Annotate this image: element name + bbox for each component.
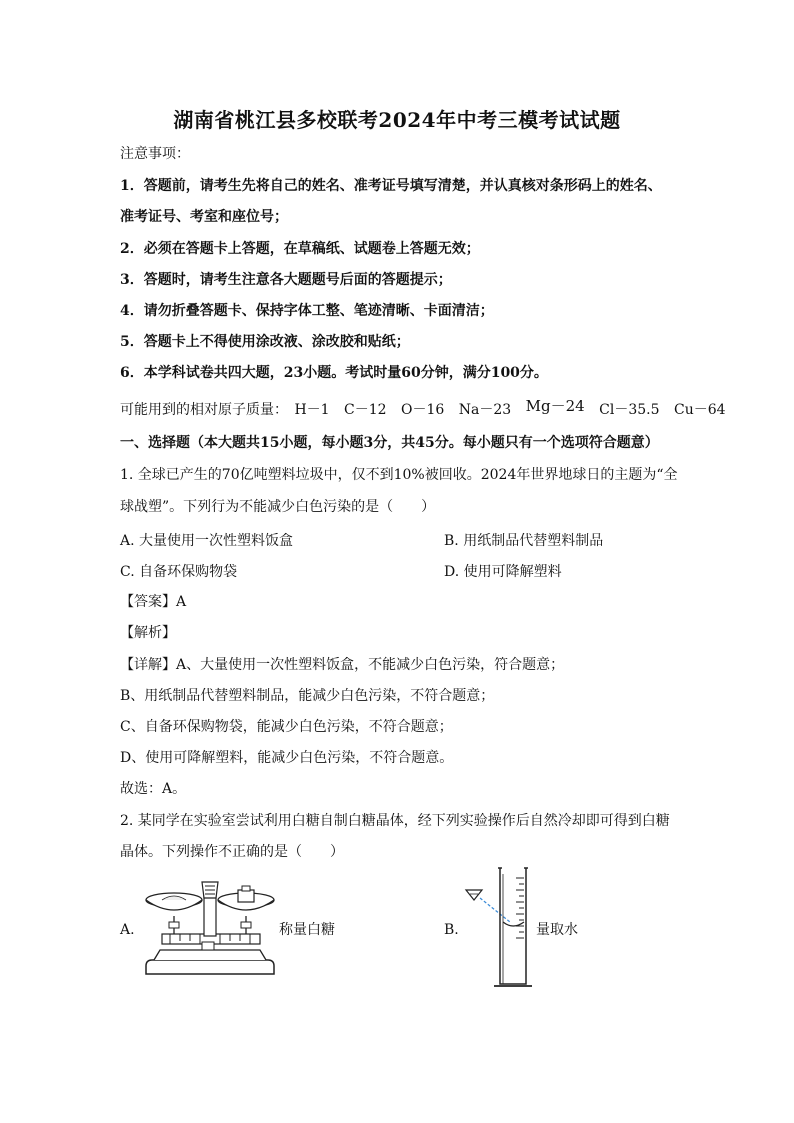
q1-option-a: A. 大量使用一次性塑料饭盒: [120, 533, 294, 549]
q1-answer: 【答案】A: [120, 594, 187, 610]
q2-option-a-caption: 称量白糖: [279, 922, 335, 938]
q1-option-b: B. 用纸制品代替塑料制品: [444, 533, 604, 549]
page-title: 湖南省桃江县多校联考2024年中考三模考试试题: [173, 108, 621, 132]
eye-icon: [466, 890, 482, 900]
notice-item-6: 6．本学科试卷共四大题，23小题。考试时量60分钟，满分100分。: [120, 365, 548, 381]
notice-item-3: 3．答题时，请考生注意各大题题号后面的答题提示；: [120, 272, 452, 288]
atomic-mass-o: O－16: [401, 402, 445, 418]
q1-option-d: D. 使用可降解塑料: [444, 564, 562, 580]
notice-item-1: 1．答题前，请考生先将自己的姓名、准考证号填写清楚，并认真核对条形码上的姓名、: [120, 178, 662, 194]
balance-scale-image: [140, 876, 280, 978]
notice-item-5: 5．答题卡上不得使用涂改液、涂改胶和贴纸；: [120, 334, 410, 350]
q1-detail-c: C、自备环保购物袋，能减少白色污染，不符合题意；: [120, 719, 453, 735]
q2-stem-line2: 晶体。下列操作不正确的是（ ）: [120, 844, 344, 860]
atomic-mass-h: H－1: [294, 402, 330, 418]
atomic-mass-cu: Cu－64: [673, 402, 726, 418]
atomic-mass-label: 可能用到的相对原子质量：: [120, 402, 288, 418]
graduated-cylinder-image: [460, 864, 536, 990]
section1-heading: 一、选择题（本大题共15小题，每小题3分，共45分。每小题只有一个选项符合题意）: [120, 435, 659, 451]
atomic-mass-c: C－12: [344, 402, 387, 418]
q1-detail-a: 【详解】A、大量使用一次性塑料饭盒，不能减少白色污染，符合题意；: [120, 657, 565, 673]
notice-item-2: 2．必须在答题卡上答题，在草稿纸、试题卷上答题无效；: [120, 241, 480, 257]
atomic-mass-na: Na－23: [458, 402, 512, 418]
q1-option-c: C. 自备环保购物袋: [120, 564, 238, 580]
q1-conclusion: 故选：A。: [120, 781, 187, 797]
q1-stem-line2: 球战塑”。下列行为不能减少白色污染的是（ ）: [120, 499, 436, 515]
q1-detail-b: B、用纸制品代替塑料制品，能减少白色污染，不符合题意；: [120, 688, 495, 704]
q1-detail-d: D、使用可降解塑料，能减少白色污染，不符合题意。: [120, 750, 454, 766]
notice-item-1-cont: 准考证号、考室和座位号；: [120, 209, 288, 225]
q2-option-b-letter: B.: [444, 922, 459, 938]
q2-option-a-letter: A.: [120, 922, 135, 938]
notice-item-4: 4．请勿折叠答题卡、保持字体工整、笔迹清晰、卡面清洁；: [120, 303, 494, 319]
q2-stem-line1: 2. 某同学在实验室尝试利用白糖自制白糖晶体，经下列实验操作后自然冷却即可得到白糖: [120, 813, 670, 829]
notice-heading: 注意事项：: [120, 146, 190, 162]
atomic-mass-cl: Cl－35.5: [599, 402, 660, 418]
atomic-mass-mg: Mg－24: [525, 397, 585, 415]
q2-option-b-caption: 量取水: [536, 922, 578, 938]
q1-analysis-heading: 【解析】: [120, 625, 176, 641]
q1-stem-line1: 1. 全球已产生的70亿吨塑料垃圾中，仅不到10%被回收。2024年世界地球日的主题为“全: [120, 467, 678, 483]
atomic-mass-line: [120, 397, 736, 419]
